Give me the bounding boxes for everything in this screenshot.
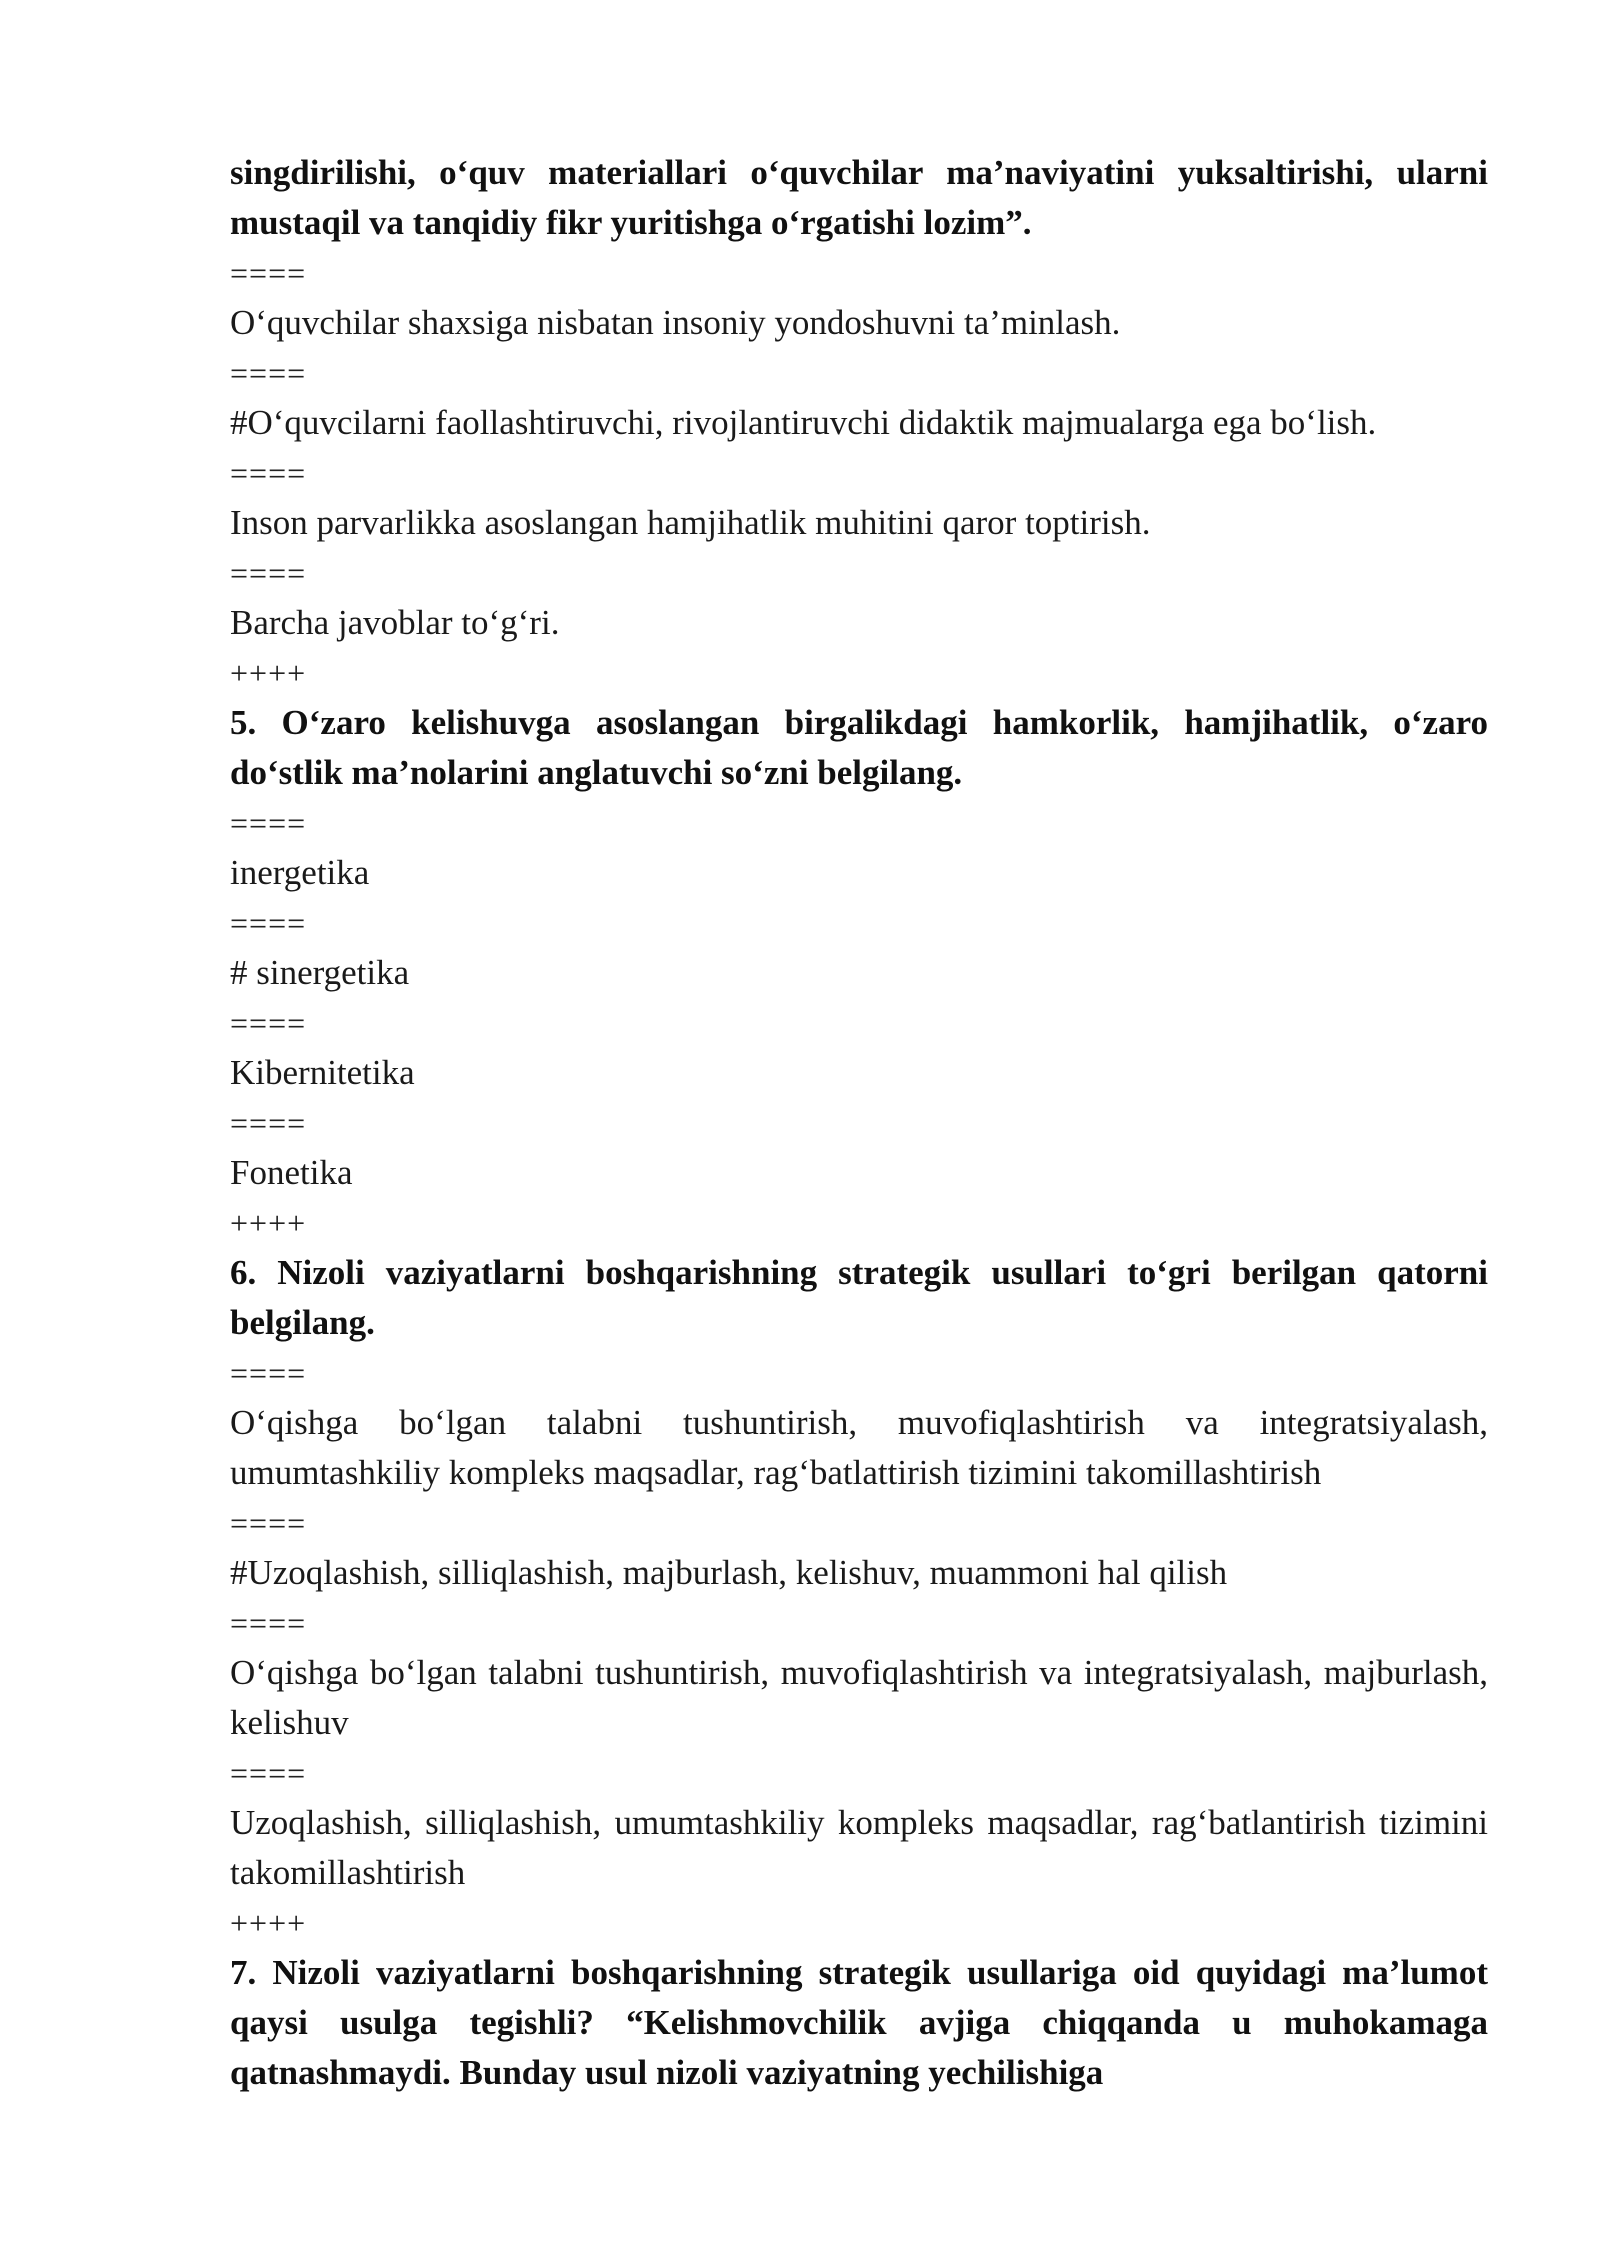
option-separator: ==== <box>230 905 307 941</box>
option-separator: ==== <box>230 1505 307 1541</box>
option-separator: ==== <box>230 1605 307 1641</box>
option-separator: ==== <box>230 1755 307 1791</box>
q6-option-3: O‘qishga bo‘lgan talabni tushuntirish, muvofiqlashtirish va integratsiyalash, majburlash, kelishuv <box>230 1653 1488 1742</box>
intro-text: singdirilishi, o‘quv materiallari o‘quvchilar ma’naviyatini yuksaltirishi, ularni mustaqil va tanqidiy fikr yuritishga o‘rgatishi lozim”. <box>230 153 1488 242</box>
q5-option-3: Kibernitetika <box>230 1053 415 1092</box>
option-separator: ==== <box>230 1355 307 1391</box>
document-page <box>230 148 1488 2098</box>
q7-question: 7. Nizoli vaziyatlarni boshqarishning strategik usullariga oid quyidagi ma’lumot qaysi usulga tegishli? “Kelishmovchilik avjiga chiqqanda u muhokamaga qatnashmaydi. Bunday usul nizoli vaziyatning yechilishiga <box>230 1953 1488 2092</box>
q4-option-4: Barcha javoblar to‘g‘ri. <box>230 603 560 642</box>
option-separator: ==== <box>230 355 307 391</box>
q5-option-4: Fonetika <box>230 1153 353 1192</box>
option-separator: ==== <box>230 255 307 291</box>
q4-option-1: O‘quvchilar shaxsiga nisbatan insoniy yondoshuvni ta’minlash. <box>230 303 1121 342</box>
q5-option-2: # sinergetika <box>230 953 410 992</box>
question-separator: ++++ <box>230 655 307 691</box>
q5-question: 5. O‘zaro kelishuvga asoslangan birgalikdagi hamkorlik, hamjihatlik, o‘zaro do‘stlik ma’nolarini anglatuvchi so‘zni belgilang. <box>230 703 1488 792</box>
q4-option-2: #O‘quvcilarni faollashtiruvchi, rivojlantiruvchi didaktik majmualarga ega bo‘lish. <box>230 403 1377 442</box>
option-separator: ==== <box>230 455 307 491</box>
q6-option-2: #Uzoqlashish, silliqlashish, majburlash, kelishuv, muammoni hal qilish <box>230 1553 1228 1592</box>
q4-option-3: Inson parvarlikka asoslangan hamjihatlik muhitini qaror toptirish. <box>230 503 1151 542</box>
question-separator: ++++ <box>230 1205 307 1241</box>
option-separator: ==== <box>230 1105 307 1141</box>
option-separator: ==== <box>230 805 307 841</box>
q6-question: 6. Nizoli vaziyatlarni boshqarishning strategik usullari to‘gri berilgan qatorni belgilang. <box>230 1253 1488 1342</box>
option-separator: ==== <box>230 1005 307 1041</box>
option-separator: ==== <box>230 555 307 591</box>
q5-option-1: inergetika <box>230 853 370 892</box>
question-separator: ++++ <box>230 1905 307 1941</box>
q6-option-4: Uzoqlashish, silliqlashish, umumtashkiliy kompleks maqsadlar, rag‘batlantirish tizimini takomillashtirish <box>230 1803 1488 1892</box>
q6-option-1: O‘qishga bo‘lgan talabni tushuntirish, muvofiqlashtirish va integratsiyalash, umumtashkiliy kompleks maqsadlar, rag‘batlattirish tizimini takomillashtirish <box>230 1403 1488 1492</box>
